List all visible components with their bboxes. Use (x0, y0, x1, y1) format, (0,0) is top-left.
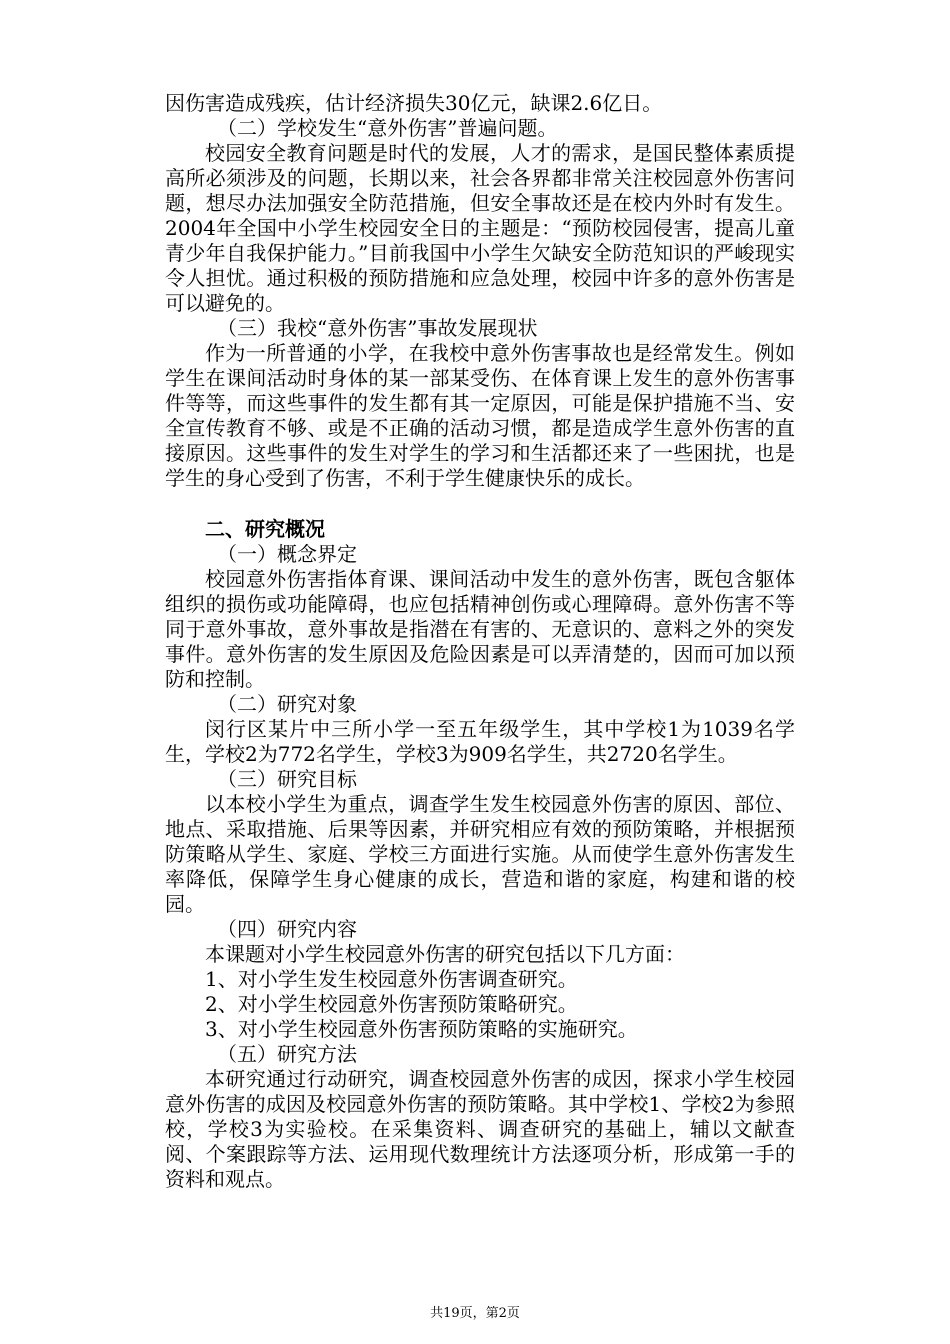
paragraph: 校园安全教育问题是时代的发展，人才的需求，是国民整体素质提高所必须涉及的问题，长期以来，社会各界都非常关注校园意外伤害问题，想尽办法加强安全防范措施，但安全事故还是在校内外时有发生。2004年全国中小学生校园安全日的主题是：“预防校园侵害，提高儿童青少年自我保护能力。”目前我国中小学生欠缺安全防范知识的严峻现实令人担忧。通过积极的预防措施和应急处理，校园中许多的意外伤害是可以避免的。 (165, 141, 795, 315)
subheading: （五）研究方法 (217, 1042, 357, 1066)
section-heading: 二、研究概况 (205, 517, 325, 541)
subheading: （三）我校“意外伤害”事故发展现状 (217, 316, 538, 340)
paragraph: 因伤害造成残疾，估计经济损失30亿元，缺课2.6亿日。 (165, 91, 663, 115)
list-item: 1、对小学生发生校园意外伤害调查研究。 (205, 967, 578, 991)
body-text (165, 91, 795, 1192)
list-item: 2、对小学生校园意外伤害预防策略研究。 (205, 992, 578, 1016)
paragraph: 以本校小学生为重点，调查学生发生校园意外伤害的原因、部位、地点、采取措施、后果等因素，并研究相应有效的预防策略，并根据预防策略从学生、家庭、学校三方面进行实施。从而使学生意外伤害发生率降低，保障学生身心健康的成长，营造和谐的家庭，构建和谐的校园。 (165, 792, 795, 916)
subheading: （二）学校发生“意外伤害”普遍问题。 (217, 116, 558, 140)
subheading: （四）研究内容 (217, 917, 357, 941)
list-item: 3、对小学生校园意外伤害预防策略的实施研究。 (205, 1017, 638, 1041)
subheading: （二）研究对象 (217, 692, 357, 716)
subheading: （三）研究目标 (217, 767, 357, 791)
paragraph: 本研究通过行动研究，调查校园意外伤害的成因，探求小学生校园意外伤害的成因及校园意外伤害的预防策略。其中学校1、学校2为参照校，学校3为实验校。在采集资料、调查研究的基础上，辅以文献查阅、个案跟踪等方法、运用现代数理统计方法逐项分析，形成第一手的资料和观点。 (165, 1067, 795, 1191)
paragraph: 校园意外伤害指体育课、课间活动中发生的意外伤害，既包含躯体组织的损伤或功能障碍，也应包括精神创伤或心理障碍。意外伤害不等同于意外事故，意外事故是指潜在有害的、无意识的、意料之外的突发事件。意外伤害的发生原因及危险因素是可以弄清楚的，因而可加以预防和控制。 (165, 567, 795, 691)
subheading: （一）概念界定 (217, 542, 357, 566)
paragraph: 本课题对小学生校园意外伤害的研究包括以下几方面： (205, 942, 685, 966)
page-footer: 共19页，第2页 (430, 1306, 520, 1321)
paragraph: 闵行区某片中三所小学一至五年级学生，其中学校1为1039名学生，学校2为772名学生，学校3为909名学生，共2720名学生。 (165, 717, 795, 766)
paragraph: 作为一所普通的小学，在我校中意外伤害事故也是经常发生。例如学生在课间活动时身体的某一部某受伤、在体育课上发生的意外伤害事件等等，而这些事件的发生都有其一定原因，可能是保护措施不当、安全宣传教育不够、或是不正确的活动习惯，都是造成学生意外伤害的直接原因。这些事件的发生对学生的学习和生活都还来了一些困扰，也是学生的身心受到了伤害，不利于学生健康快乐的成长。 (165, 341, 795, 490)
